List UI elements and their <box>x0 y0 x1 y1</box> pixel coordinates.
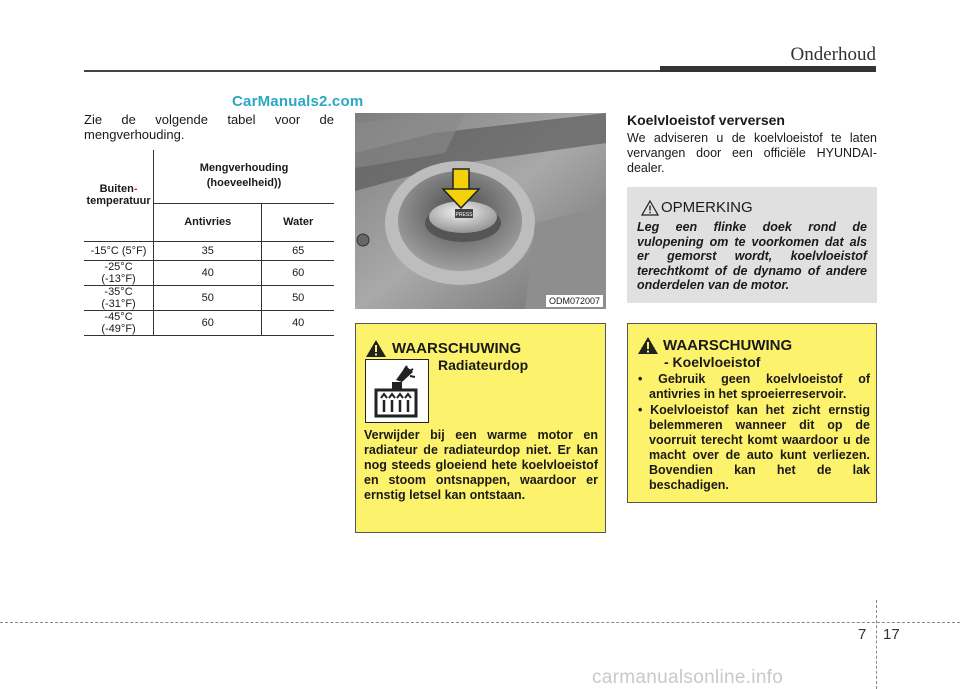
mixing-ratio-table <box>84 150 334 336</box>
table-header-antivries: Antivries <box>154 203 262 241</box>
section-body: We adviseren u de koelvloeistof te laten vervangen door een officiële HYUNDAI-dealer. <box>627 131 877 175</box>
warning-subtitle: - Koelvloeistof <box>664 354 761 370</box>
header-rule <box>84 70 660 72</box>
radiator-cap-hot-icon <box>365 359 429 423</box>
warning-list <box>636 372 870 494</box>
list-item: • Gebruik geen koelvloeistof of antivries in het sproeierreservoir. <box>638 372 870 401</box>
warning-subtitle: Radiateurdop <box>438 357 529 373</box>
chapter-number: 7 <box>858 626 867 643</box>
section-header-title: Onderhoud <box>790 44 876 65</box>
warning-text: Verwijder bij een warme motor en radiateur de radiateurdop niet. Er kan nog steeds gloeiend hete koelvloeistof en stoom ontsnappen, waardoor er ernstig letsel kan ontstaan. <box>364 428 598 502</box>
table-header-temperature: Buiten- temperatuur <box>84 150 154 241</box>
warning-box-coolant <box>627 323 877 503</box>
engine-bay-illustration <box>355 113 606 309</box>
warning-title: WAARSCHUWING <box>663 337 793 354</box>
footer-rule <box>0 622 960 623</box>
radiator-cap-photo <box>355 113 606 309</box>
warning-box-radiator-cap <box>355 323 606 533</box>
list-item: • Koelvloeistof kan het zicht ernstig belemmeren wanneer dit op de voorruit terecht komt waardoor u de macht over de auto kunt verliezen. Bovendien kan het de lak beschadigen. <box>638 403 870 492</box>
table-row: -15°C (5°F) 35 65 <box>84 241 334 260</box>
intro-text: Zie de volgende tabel voor de mengverhouding. <box>84 112 334 142</box>
watermark-link[interactable]: CarManuals2.com <box>232 93 364 110</box>
table-header-water: Water <box>262 203 334 241</box>
table-header-ratio: Mengverhouding (hoeveelheid)) <box>154 150 334 203</box>
page-number: 17 <box>883 626 900 643</box>
warning-triangle-icon <box>641 200 659 216</box>
table-row: -45°C (-49°F) 60 40 <box>84 310 334 335</box>
footer-watermark: carmanualsonline.info <box>592 667 784 688</box>
note-text: Leg een flinke doek rond de vulopening om te voorkomen dat als er gemorst wordt, koelvloeistof terechtkomt of de dynamo of andere onderdelen van de motor. <box>637 220 867 292</box>
figure-caption: ODM072007 <box>546 295 603 307</box>
table-row: -25°C (-13°F) 40 60 <box>84 260 334 285</box>
warning-triangle-icon <box>365 339 387 358</box>
table-row: -35°C (-31°F) 50 50 <box>84 285 334 310</box>
warning-triangle-icon <box>637 336 659 355</box>
note-title: OPMERKING <box>661 199 753 216</box>
header-rule-accent <box>660 66 876 72</box>
warning-title: WAARSCHUWING <box>392 340 522 357</box>
note-box <box>627 187 877 303</box>
section-title: Koelvloeistof verversen <box>627 112 785 128</box>
svg-text:PRESS: PRESS <box>455 212 473 218</box>
footer-divider <box>876 600 877 689</box>
